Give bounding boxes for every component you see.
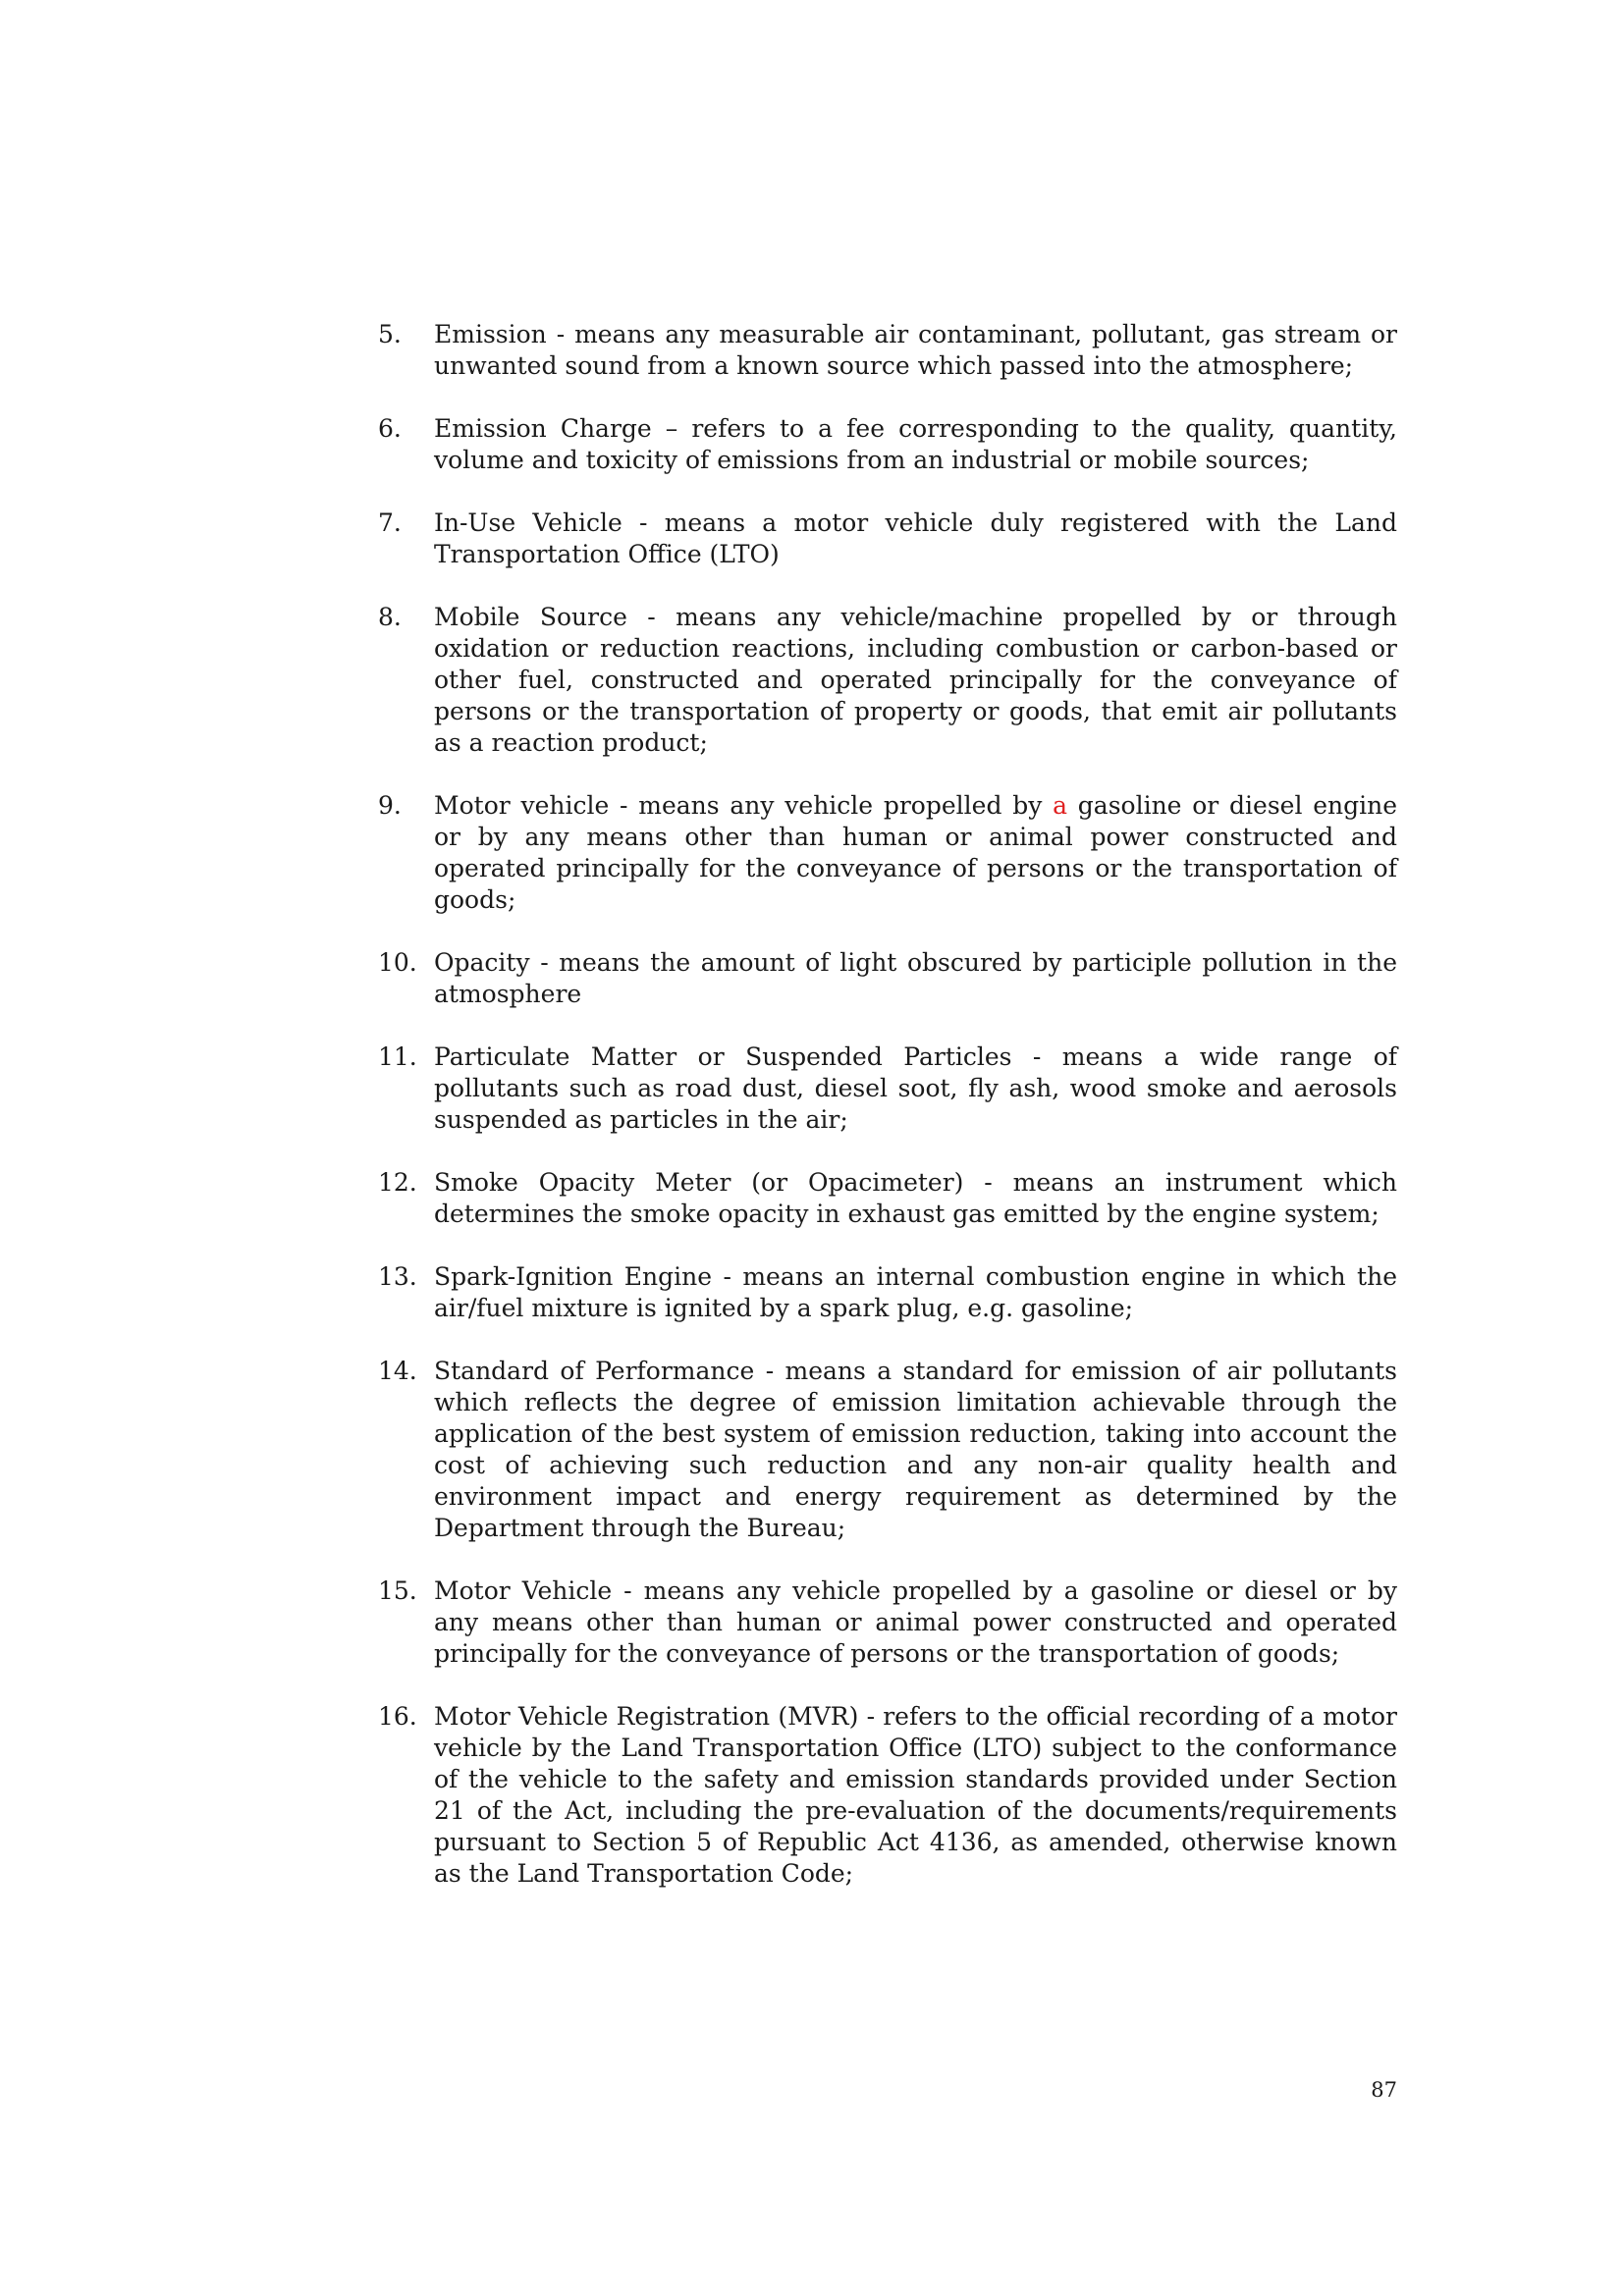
definition-item-motor-vehicle-registration: [378, 1701, 1397, 1890]
definition-number: 8.: [378, 603, 402, 631]
definition-item-particulate-matter: [378, 1041, 1397, 1136]
definition-text: Mobile Source - means any vehicle/machine propelled by or through oxidation or reduction reactions, including combustion or carbon-based or other fuel, constructed and operated principally for the conveyance of persons or the transportation of property or goods, that emit air pollutants as a reaction product;: [434, 603, 1397, 757]
definition-item-mobile-source: [378, 602, 1397, 759]
definition-text: Standard of Performance - means a standard for emission of air pollutants which reflects the degree of emission limitation achievable through the application of the best system of emission reduction, taking into account the cost of achieving such reduction and any non-air quality health and environment impact and energy requirement as determined by the Department through the Bureau;: [434, 1357, 1397, 1542]
definition-text: Emission - means any measurable air contaminant, pollutant, gas stream or unwanted sound from a known source which passed into the atmosphere;: [434, 320, 1397, 380]
definition-item-standard-of-performance: [378, 1356, 1397, 1544]
definition-item-emission: [378, 319, 1397, 382]
definition-text-part: Motor vehicle - means any vehicle propelled by: [434, 791, 1054, 820]
definition-item-smoke-opacity-meter: [378, 1167, 1397, 1230]
definition-text: Motor Vehicle - means any vehicle propelled by a gasoline or diesel or by any means other than human or animal power constructed and operated principally for the conveyance of persons or the transportation of goods;: [434, 1576, 1397, 1668]
definition-text: Spark-Ignition Engine - means an internal combustion engine in which the air/fuel mixture is ignited by a spark plug, e.g. gasoline;: [434, 1262, 1397, 1322]
definition-number: 11.: [378, 1042, 417, 1071]
definitions-list: [378, 319, 1397, 1921]
definition-number: 9.: [378, 791, 402, 820]
definition-text: Emission Charge – refers to a fee corresponding to the quality, quantity, volume and toxicity of emissions from an industrial or mobile sources;: [434, 414, 1397, 474]
definition-number: 7.: [378, 508, 402, 537]
definition-item-motor-vehicle-2: [378, 1575, 1397, 1670]
definition-number: 13.: [378, 1262, 417, 1291]
definition-number: 6.: [378, 414, 402, 443]
definition-item-opacity: [378, 947, 1397, 1010]
definition-number: 12.: [378, 1168, 417, 1197]
page-number: 87: [1371, 2078, 1397, 2102]
definition-text: Opacity - means the amount of light obscured by participle pollution in the atmosphere: [434, 948, 1397, 1008]
definition-number: 5.: [378, 320, 402, 348]
definition-text: In-Use Vehicle - means a motor vehicle duly registered with the Land Transportation Office (LTO): [434, 508, 1397, 568]
definition-text: Particulate Matter or Suspended Particles - means a wide range of pollutants such as road dust, diesel soot, fly ash, wood smoke and aerosols suspended as particles in the air;: [434, 1042, 1397, 1134]
definition-number: 14.: [378, 1357, 417, 1385]
definition-text-part: gasoline or diesel engine or by any means other than human or animal power constructed and operated principally for the conveyance of persons or the transportation of goods;: [434, 791, 1397, 914]
definition-item-emission-charge: [378, 413, 1397, 476]
definition-number: 15.: [378, 1576, 417, 1605]
definition-text: Motor Vehicle Registration (MVR) - refers to the official recording of a motor vehicle by the Land Transportation Office (LTO) subject to the conformance of the vehicle to the safety and emission standards provided under Section 21 of the Act, including the pre-evaluation of the documents/requirements pursuant to Section 5 of Republic Act 4136, as amended, otherwise known as the Land Transportation Code;: [434, 1702, 1397, 1888]
definition-text: Smoke Opacity Meter (or Opacimeter) - means an instrument which determines the smoke opacity in exhaust gas emitted by the engine system;: [434, 1168, 1397, 1228]
highlighted-word: a: [1053, 791, 1068, 820]
definition-item-in-use-vehicle: [378, 507, 1397, 570]
definition-item-motor-vehicle: [378, 790, 1397, 916]
definition-number: 10.: [378, 948, 417, 977]
definition-item-spark-ignition-engine: [378, 1261, 1397, 1324]
definition-number: 16.: [378, 1702, 417, 1731]
definition-text: [434, 790, 1397, 916]
